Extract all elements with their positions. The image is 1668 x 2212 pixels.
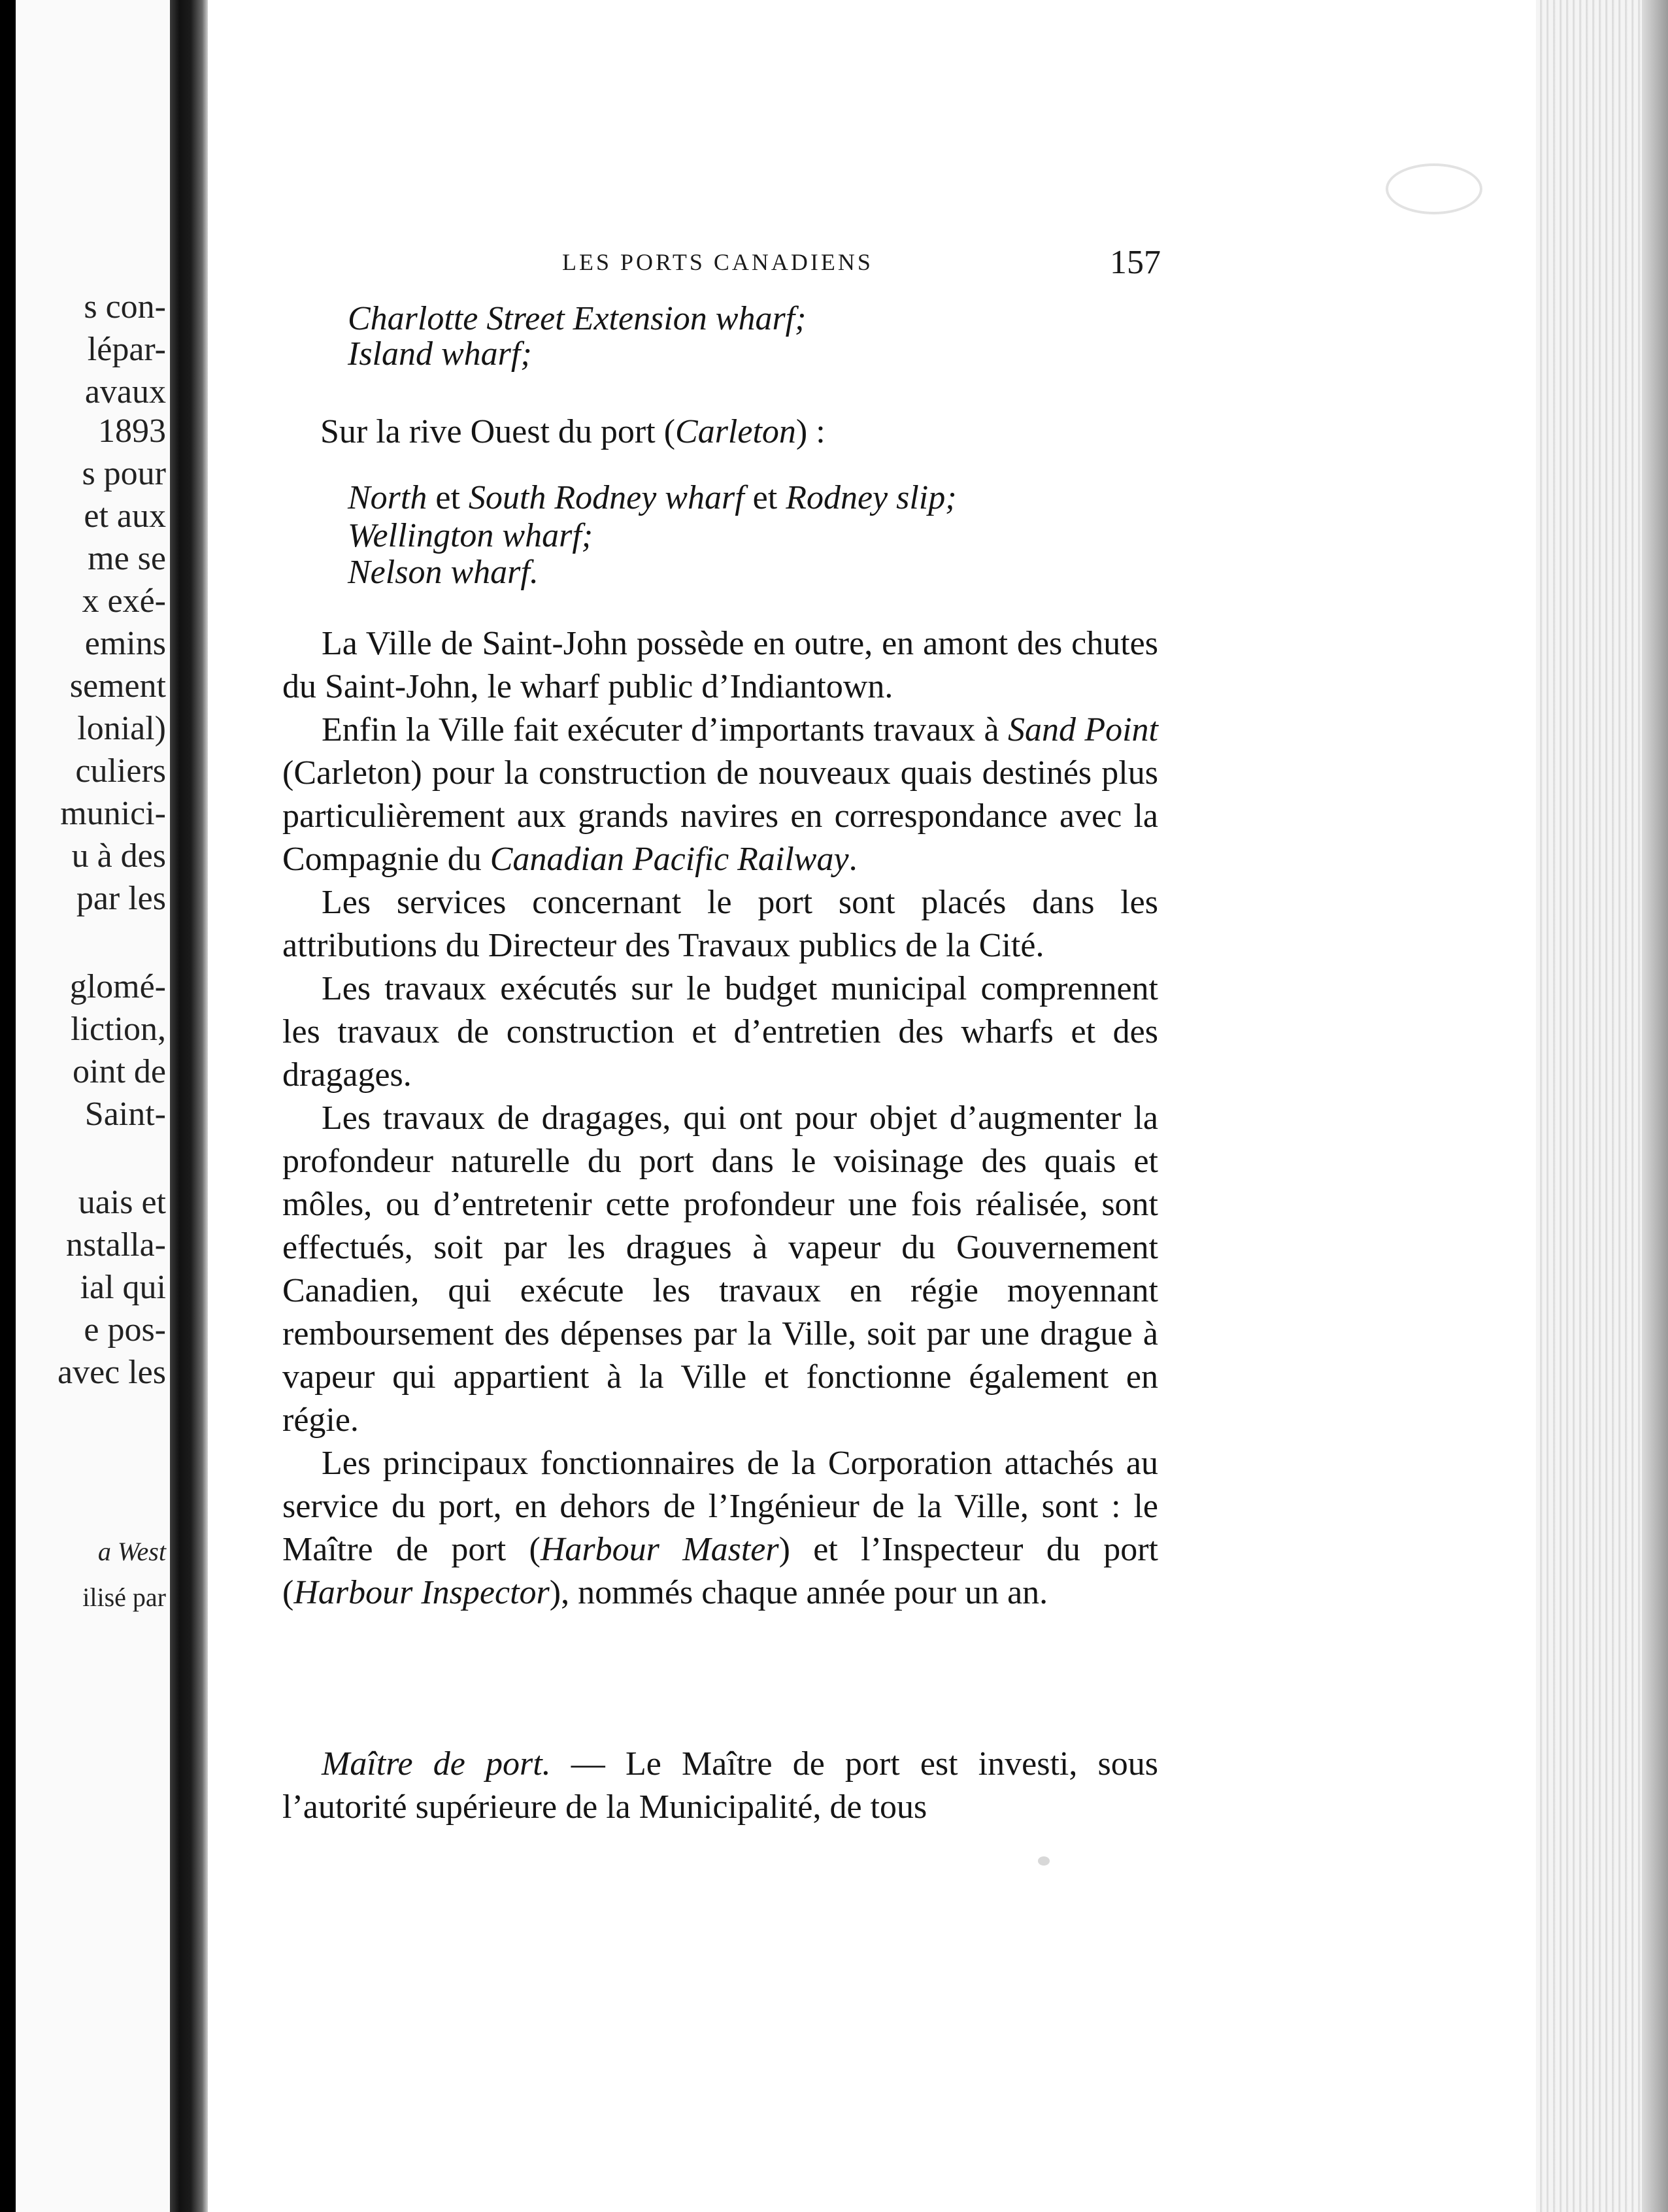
- wharf-name: Rodney slip;: [786, 479, 957, 516]
- intro-suffix: ) :: [795, 413, 826, 450]
- company-name: Canadian Pacific Railway: [490, 841, 849, 878]
- adjacent-page-line: s pour: [82, 455, 166, 492]
- paragraph-text: Enfin la Ville fait exécuter d’importants travaux à: [322, 711, 1008, 748]
- wharf-list-item: Nelson wharf.: [348, 554, 539, 591]
- paragraph-text: Les principaux fonctionnaires de la Corporation attachés au service du port, en dehors de l’Ingénieur de la Ville, sont : le Maître de port (: [282, 1445, 1158, 1568]
- title-term: Harbour Master: [540, 1531, 779, 1568]
- wharf-name: South Rodney wharf: [468, 479, 744, 516]
- page-stack-edges: [1536, 0, 1668, 2212]
- adjacent-page-line: u à des: [71, 837, 166, 875]
- adjacent-page-line: ial qui: [80, 1269, 166, 1306]
- dash: —: [550, 1745, 626, 1783]
- adjacent-page-line: me se: [88, 540, 166, 577]
- wharf-list-item: Charlotte Street Extension wharf;: [348, 300, 807, 337]
- paragraph-text: ), nommés chaque année pour un an.: [549, 1574, 1048, 1611]
- adjacent-page-line: glomé-: [69, 968, 166, 1005]
- book-gutter: [170, 0, 208, 2212]
- adjacent-page-line: avaux: [84, 373, 166, 411]
- adjacent-page-line: culiers: [75, 752, 166, 790]
- conjunction: et: [744, 479, 786, 516]
- paragraph: Les services concernant le port sont placés dans les attributions du Directeur des Travaux publics de la Cité.: [282, 884, 1158, 964]
- scan-smudge: [1386, 163, 1482, 214]
- adjacent-page-line: lonial): [77, 710, 166, 747]
- wharf-name: North: [348, 479, 427, 516]
- paragraph: [282, 1743, 1158, 1829]
- section-maitre-de-port: [282, 1743, 1158, 1829]
- paragraph: [282, 1442, 1158, 1615]
- wharf-list-item: Island wharf;: [348, 335, 532, 373]
- place-name: Sand Point: [1007, 711, 1158, 748]
- wharf-list-item: [348, 478, 957, 517]
- adjacent-page-line: sement: [69, 667, 166, 705]
- adjacent-page-line: ilisé par: [82, 1583, 166, 1612]
- wharf-list-item: Wellington wharf;: [348, 517, 593, 554]
- adjacent-page-line: par les: [76, 880, 166, 917]
- ink-speck: [1038, 1856, 1050, 1866]
- paragraph-text: Le Maître de port est investi, sous l’autorité supérieure de la Municipalité, de tous: [282, 1745, 1158, 1826]
- section-heading: Maître de port.: [322, 1745, 551, 1783]
- scan-margin: [0, 0, 16, 2212]
- adjacent-page-line: e pos-: [84, 1311, 166, 1349]
- adjacent-page-line: 1893: [98, 412, 166, 450]
- paragraph: [282, 709, 1158, 881]
- adjacent-page-line: et aux: [84, 497, 166, 535]
- adjacent-page-line: a West: [97, 1537, 166, 1566]
- conjunction: et: [427, 479, 469, 516]
- page-number: 157: [1110, 244, 1161, 281]
- body-text: [282, 622, 1158, 1615]
- paragraph: Les travaux exécutés sur le budget municipal comprennent les travaux de construction et d’entretien des wharfs et des dragages.: [282, 970, 1158, 1094]
- adjacent-page-line: oint de: [73, 1053, 166, 1090]
- adjacent-page-line: nstalla-: [65, 1226, 166, 1264]
- adjacent-page-line: avec les: [57, 1354, 166, 1391]
- adjacent-page-line: munici-: [60, 795, 166, 832]
- adjacent-page-line: emins: [84, 625, 166, 662]
- adjacent-page-line: x exé-: [82, 582, 166, 620]
- paragraph: Les travaux de dragages, qui ont pour objet d’augmenter la profondeur naturelle du port dans le voisinage des quais et môles, ou d’entretenir cette profondeur une fois réalisée, sont effectués, soit par les dragues à vapeur du Gouvernement Canadien, qui exécute les travaux en régie moyennant remboursement des dépenses par la Ville, soit par une drague à vapeur qui appartient à la Ville et fonctionne également en régie.: [282, 1099, 1158, 1439]
- paragraph-text: .: [848, 841, 858, 878]
- intro-prefix: Sur la rive Ouest du port (: [320, 413, 676, 450]
- place-name: Carleton: [675, 413, 796, 450]
- running-title: LES PORTS CANADIENS: [562, 249, 873, 275]
- adjacent-page-line: liction,: [71, 1011, 166, 1048]
- paragraph-text: (Carleton) pour la construction de nouveaux quais destinés plus particulièrement aux grands navires en correspondance avec la Compagnie du: [282, 754, 1158, 878]
- section-intro: [320, 411, 826, 454]
- adjacent-page-line: Saint-: [84, 1096, 166, 1133]
- paragraph: La Ville de Saint-John possède en outre, en amont des chutes du Saint-John, le wharf public d’Indiantown.: [282, 625, 1158, 705]
- adjacent-page-line: uais et: [78, 1184, 166, 1221]
- paragraph-text: ) et l’Inspecteur du port (: [282, 1531, 1158, 1611]
- title-term: Harbour Inspector: [293, 1574, 550, 1611]
- adjacent-page: [16, 0, 170, 2212]
- adjacent-page-line: s con-: [84, 288, 166, 326]
- adjacent-page-line: lépar-: [87, 331, 166, 368]
